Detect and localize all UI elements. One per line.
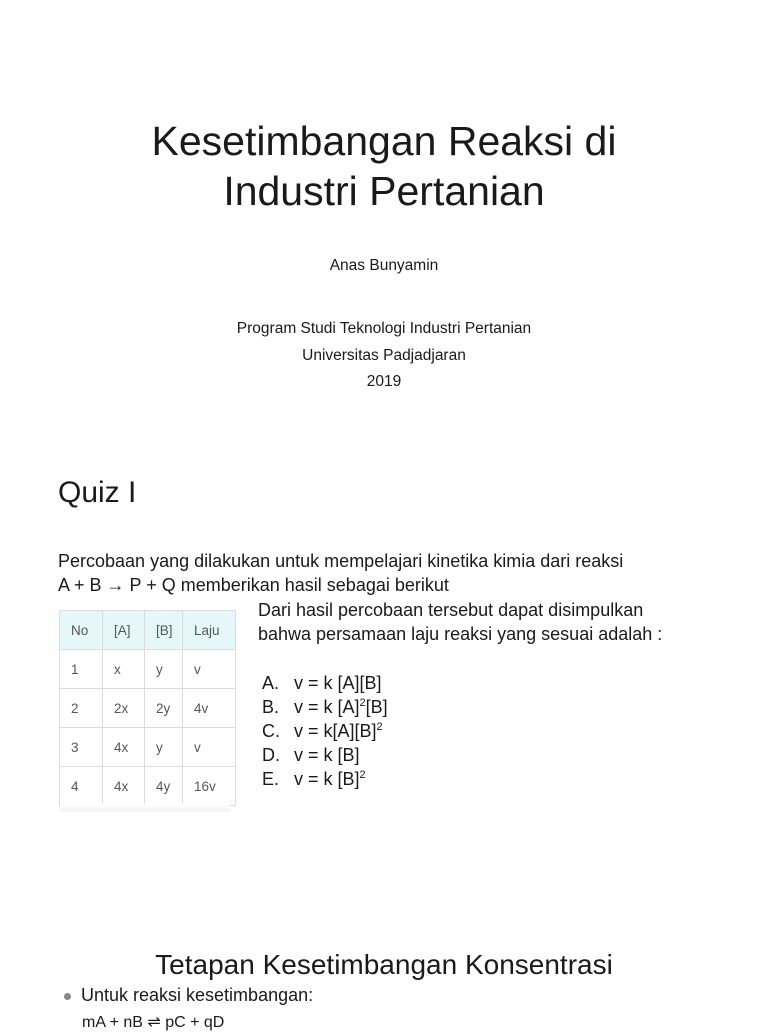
reaction-reactants: A + B <box>58 575 107 595</box>
header-a: [A] <box>103 611 145 650</box>
option-letter: B. <box>262 697 280 717</box>
bullet-dot-icon <box>64 993 71 1000</box>
table-cell: v <box>183 650 236 689</box>
table-cell: v <box>183 728 236 767</box>
question-line-2: bahwa persamaan laju reaksi yang sesuai adalah : <box>258 624 663 644</box>
title-slide <box>0 0 768 440</box>
header-no: No <box>60 611 103 650</box>
option-c <box>262 719 562 743</box>
option-b <box>262 695 562 719</box>
table-cell: 4v <box>183 689 236 728</box>
table-row <box>60 767 236 806</box>
table-row <box>60 728 236 767</box>
quiz-title: Quiz I <box>58 476 137 509</box>
affiliation-program: Program Studi Teknologi Industri Pertanian <box>236 320 532 337</box>
table-cell: x <box>103 650 145 689</box>
option-e <box>262 767 562 791</box>
option-text: v = k [B] <box>294 745 360 765</box>
option-text: v = k [A][B] <box>294 673 382 693</box>
option-text-tail: [B] <box>365 697 388 717</box>
table-cell: y <box>145 728 183 767</box>
affiliation-university: Universitas Padjadjaran <box>302 346 466 364</box>
option-text: v = k [B] <box>294 769 360 789</box>
table-fade-divider <box>60 804 230 812</box>
table-cell: 2 <box>60 689 103 728</box>
title-line-2: Industri Pertanian <box>223 168 545 214</box>
option-a <box>262 671 562 695</box>
table-cell: 4x <box>103 767 145 806</box>
table-header-row <box>60 611 236 650</box>
bullet-text: Untuk reaksi kesetimbangan: <box>81 985 314 1005</box>
option-letter: C. <box>262 721 280 741</box>
table-cell: 1 <box>60 650 103 689</box>
title-line-1: Kesetimbangan Reaksi di <box>151 118 617 164</box>
table-cell: 2x <box>103 689 145 728</box>
equilibrium-title: Tetapan Kesetimbangan Konsentrasi <box>155 949 613 980</box>
author-name: Anas Bunyamin <box>329 257 439 274</box>
header-rate: Laju <box>183 611 236 650</box>
table-cell: 4 <box>60 767 103 806</box>
experiment-table <box>59 610 236 806</box>
option-exponent: 2 <box>376 721 383 733</box>
option-letter: D. <box>262 745 280 765</box>
bullet-item <box>64 985 313 1006</box>
affiliation-block <box>0 316 768 396</box>
question-line-1: Dari hasil percobaan tersebut dapat disimpulkan <box>258 600 644 620</box>
table-cell: y <box>145 650 183 689</box>
intro-line-2 <box>58 573 738 597</box>
header-b: [B] <box>145 611 183 650</box>
answer-options <box>262 671 562 791</box>
table-cell: 16v <box>183 767 236 806</box>
presentation-title <box>0 116 768 216</box>
table-cell: 2y <box>145 689 183 728</box>
table-cell: 4x <box>103 728 145 767</box>
table-row <box>60 689 236 728</box>
option-text: v = k [A] <box>294 697 360 717</box>
quiz-question <box>258 598 738 646</box>
option-letter: E. <box>262 769 280 789</box>
reaction-arrow-icon: → <box>106 575 125 595</box>
option-d <box>262 743 562 767</box>
option-exponent: 2 <box>359 697 366 709</box>
option-text: v = k[A][B] <box>294 721 377 741</box>
table-row <box>60 650 236 689</box>
option-exponent: 2 <box>359 769 366 781</box>
affiliation-year: 2019 <box>366 373 402 390</box>
option-letter: A. <box>262 673 280 693</box>
reaction-products: P + Q memberikan hasil sebagai berikut <box>124 575 449 595</box>
quiz-intro <box>58 549 738 597</box>
equilibrium-equation: mA + nB ⇌ pC + qD <box>82 1014 225 1031</box>
table-cell: 3 <box>60 728 103 767</box>
table-cell: 4y <box>145 767 183 806</box>
intro-line-1: Percobaan yang dilakukan untuk mempelajari kinetika kimia dari reaksi <box>58 551 624 571</box>
